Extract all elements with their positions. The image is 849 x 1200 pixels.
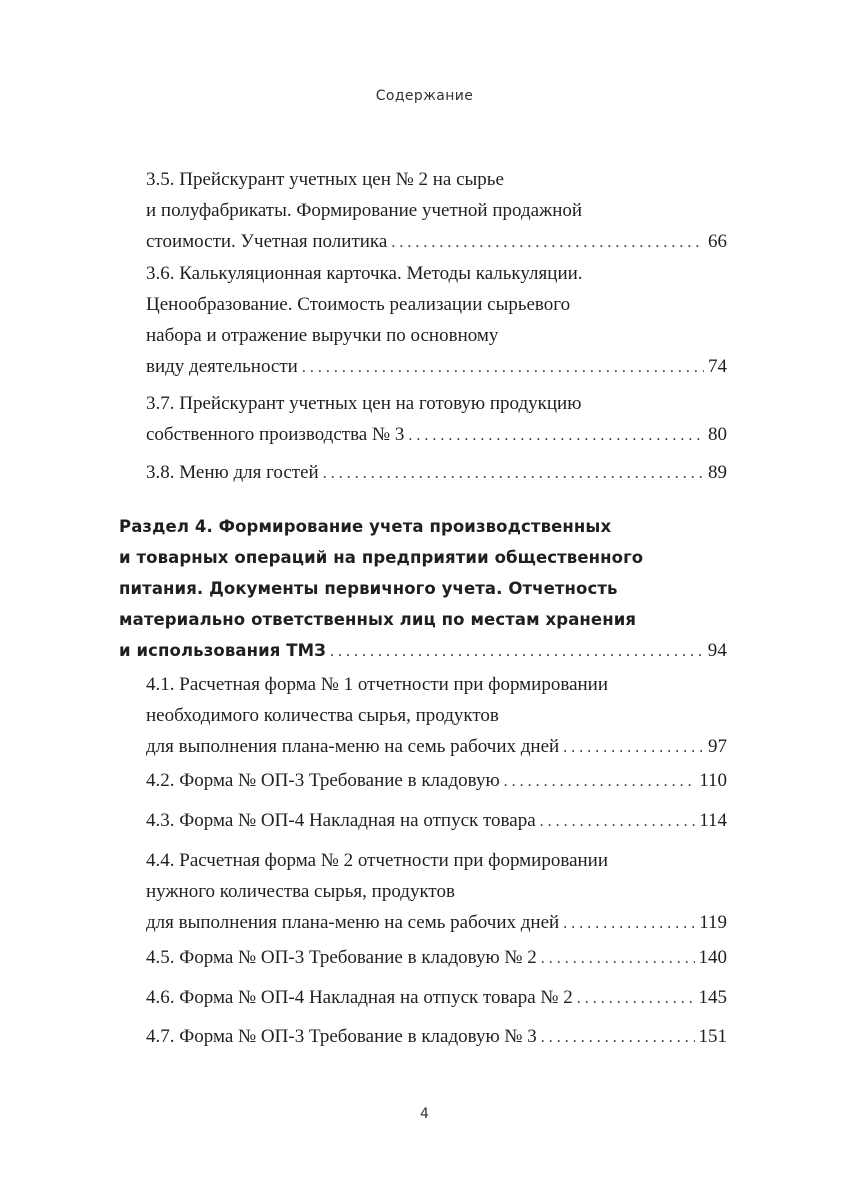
toc-entry-text: для выполнения плана-меню на семь рабочих дней xyxy=(146,736,560,757)
toc-entry-text: необходимого количества сырья, продуктов xyxy=(146,705,499,726)
toc-page-number: 140 xyxy=(698,947,727,968)
toc-entry-4-1[interactable] xyxy=(146,669,727,762)
toc-entry-last-line xyxy=(146,982,727,1013)
toc-entry-4-4[interactable] xyxy=(146,845,727,938)
dot-leader xyxy=(504,766,696,797)
toc-entry-text: стоимости. Учетная политика xyxy=(146,231,388,252)
toc-entry-last-line xyxy=(146,419,727,450)
toc-entry-text: нужного количества сырья, продуктов xyxy=(146,881,455,902)
dot-leader xyxy=(408,420,704,451)
toc-section-text: Раздел 4. Формирование учета производственных xyxy=(119,517,612,536)
toc-entry-3-5[interactable] xyxy=(146,164,727,257)
toc-entry-4-5[interactable] xyxy=(146,942,727,973)
toc-entry-last-line xyxy=(146,457,727,488)
toc-page-number: 94 xyxy=(707,640,727,661)
dot-leader xyxy=(541,943,695,974)
toc-page-number: 80 xyxy=(708,424,727,445)
toc-entry-last-line xyxy=(146,226,727,257)
toc-entry-text: 3.5. Прейскурант учетных цен № 2 на сырье xyxy=(146,169,504,190)
toc-entry-4-2[interactable] xyxy=(146,765,727,796)
toc-entry-text: Ценообразование. Стоимость реализации сырьевого xyxy=(146,294,571,315)
toc-entry-text: для выполнения плана-меню на семь рабочих дней xyxy=(146,912,560,933)
toc-page-number: 89 xyxy=(708,462,727,483)
toc-section-text: и товарных операций на предприятии общественного xyxy=(119,548,644,567)
toc-page-number: 119 xyxy=(699,912,727,933)
dot-leader xyxy=(540,806,696,837)
toc-entry-text: набора и отражение выручки по основному xyxy=(146,325,499,346)
toc-entry-text: 4.1. Расчетная форма № 1 отчетности при формировании xyxy=(146,674,609,695)
toc-entry-3-7[interactable] xyxy=(146,388,727,450)
toc-entry-text: виду деятельности xyxy=(146,356,298,377)
toc-entry-text: 3.8. Меню для гостей xyxy=(146,462,319,483)
dot-leader xyxy=(302,352,704,383)
toc-entry-last-line xyxy=(146,805,727,836)
toc-section-text: питания. Документы первичного учета. Отчетность xyxy=(119,579,618,598)
toc-page-number: 114 xyxy=(699,810,727,831)
toc-section-text: и использования ТМЗ xyxy=(119,641,326,660)
toc-entry-text: 4.5. Форма № ОП-3 Требование в кладовую № 2 xyxy=(146,947,537,968)
toc-entry-last-line xyxy=(146,765,727,796)
toc-entry-last-line xyxy=(146,942,727,973)
toc-entry-4-3[interactable] xyxy=(146,805,727,836)
dot-leader xyxy=(563,732,704,763)
toc-entry-text: и полуфабрикаты. Формирование учетной продажной xyxy=(146,200,583,221)
toc-entry-text: собственного производства № 3 xyxy=(146,424,405,445)
toc-entry-last-line xyxy=(146,351,727,382)
toc-section-4[interactable] xyxy=(119,511,727,666)
toc-entry-text: 4.7. Форма № ОП-3 Требование в кладовую № 3 xyxy=(146,1026,537,1047)
toc-entry-last-line xyxy=(146,731,727,762)
dot-leader xyxy=(577,983,695,1014)
toc-entry-last-line xyxy=(146,907,727,938)
toc-page-number: 97 xyxy=(708,736,727,757)
toc-entry-last-line xyxy=(146,1021,727,1052)
running-head-title: Содержание xyxy=(375,88,474,104)
toc-page-number: 110 xyxy=(699,770,727,791)
toc-entry-3-8[interactable] xyxy=(146,457,727,488)
dot-leader xyxy=(391,227,704,258)
toc-page-number: 145 xyxy=(698,987,727,1008)
toc-entry-text: 3.7. Прейскурант учетных цен на готовую продукцию xyxy=(146,393,582,414)
dot-leader xyxy=(330,636,704,667)
toc-entry-last-line xyxy=(119,635,727,666)
toc-entry-4-6[interactable] xyxy=(146,982,727,1013)
toc-section-text: материально ответственных лиц по местам хранения xyxy=(119,610,637,629)
toc-entry-text: 3.6. Калькуляционная карточка. Методы калькуляции. xyxy=(146,263,583,284)
toc-entry-4-7[interactable] xyxy=(146,1021,727,1052)
toc-entry-text: 4.3. Форма № ОП-4 Накладная на отпуск товара xyxy=(146,810,536,831)
toc-entry-text: 4.6. Форма № ОП-4 Накладная на отпуск товара № 2 xyxy=(146,987,573,1008)
toc-page-number: 151 xyxy=(698,1026,727,1047)
toc-entry-text: 4.4. Расчетная форма № 2 отчетности при формировании xyxy=(146,850,609,871)
toc-page-number: 74 xyxy=(708,356,727,377)
toc-entry-text: 4.2. Форма № ОП-3 Требование в кладовую xyxy=(146,770,500,791)
dot-leader xyxy=(323,458,704,489)
dot-leader xyxy=(541,1022,695,1053)
dot-leader xyxy=(563,908,695,939)
toc-page-number: 66 xyxy=(708,231,727,252)
page-number: 4 xyxy=(420,1106,429,1122)
toc-entry-3-6[interactable] xyxy=(146,258,727,382)
